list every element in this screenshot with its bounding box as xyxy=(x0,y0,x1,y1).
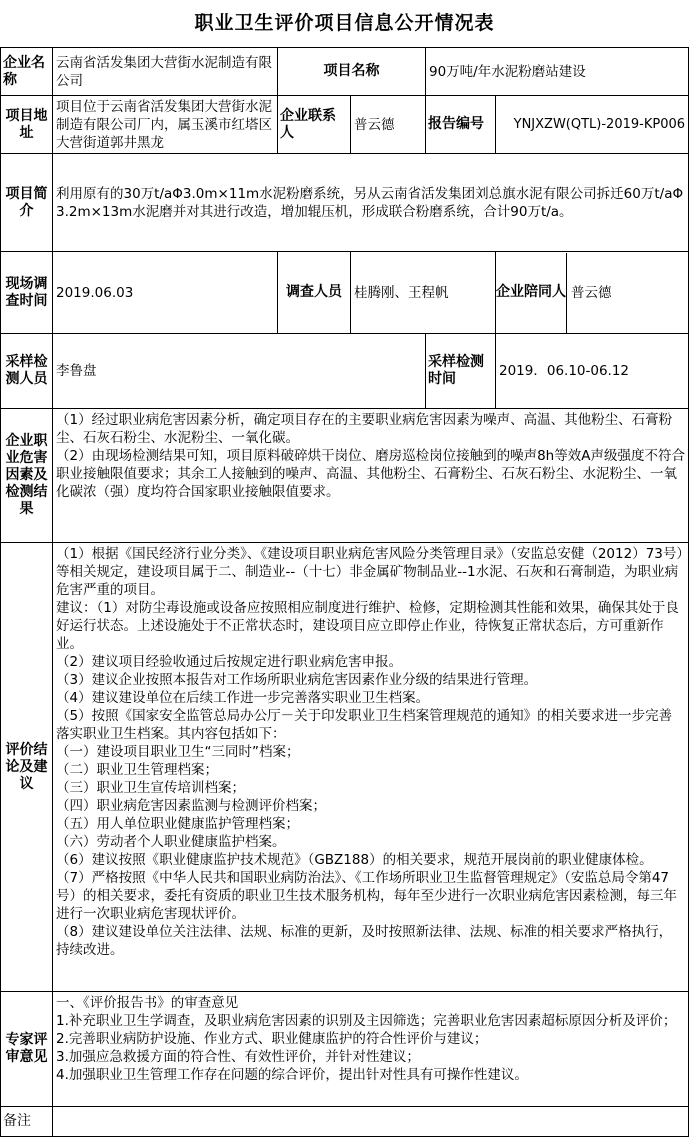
value-company-name: 云南省活发集团大营街水泥制造有限公司 xyxy=(53,48,278,96)
label-report-no: 报告编号 xyxy=(426,96,496,154)
conclusion-paragraph: （8）建议建设单位关注法律、法规、标准的更新，及时按照新法律、法规、标准的相关要求严格执行，持续改进。 xyxy=(56,924,673,958)
value-investigators: 桂腾刚、王程帆 xyxy=(351,252,496,334)
expert-paragraph: 2.完善职业病防护设施、作业方式、职业健康监护的符合性评价与建议； xyxy=(56,1031,488,1047)
label-contact: 企业联系人 xyxy=(278,96,351,154)
value-companion: 普云德 xyxy=(571,284,612,301)
value-summary: 利用原有的30万t/aΦ3.0m×11m水泥粉磨系统，另从云南省活发集团刘总旗水泥有限公司拆迁60万t/aΦ3.2m×13m水泥磨并对其进行改造，增加辊压机，形成联合粉磨系统，合计90万t/a。 xyxy=(53,154,689,252)
value-report-no: YNJXZW(QTL)-2019-KP006 xyxy=(496,96,689,154)
label-investigators: 调查人员 xyxy=(278,252,351,334)
value-conclusion xyxy=(53,543,689,992)
value-project-address: 项目位于云南省活发集团大营街水泥制造有限公司厂内，属玉溪市红塔区大营街道郭井黑龙 xyxy=(53,96,278,154)
value-contact: 普云德 xyxy=(351,96,426,154)
conclusion-paragraph: （2）建议项目经验收通过后按规定进行职业病危害申报。 xyxy=(56,654,403,670)
conclusion-paragraph: （4）建议建设单位在后续工作进一步完善落实职业卫生档案。 xyxy=(56,690,430,706)
label-company-name: 企业名称 xyxy=(1,48,53,96)
label-summary: 项目简介 xyxy=(1,154,53,252)
info-table xyxy=(0,47,689,1137)
value-project-name: 90万吨/年水泥粉磨站建设 xyxy=(426,48,689,96)
label-project-name: 项目名称 xyxy=(278,48,426,96)
conclusion-paragraph: （6）建议按照《职业健康监护技术规范》（GBZ188）的相关要求，规范开展岗前的职业健康体检。 xyxy=(56,852,653,868)
conclusion-paragraph: （1）根据《国民经济行业分类》、《建设项目职业病危害风险分类管理目录》（安监总安健（2012）73号）等相关规定，建设项目属于二、制造业--（十七）非金属矿物制品业--1水泥、石灰和石膏制造，为职业病危害严重的项目。 xyxy=(56,546,684,598)
label-expert: 专家评审意见 xyxy=(1,992,53,1107)
hazards-paragraph: （2）由现场检测结果可知，项目原料破碎烘干岗位、磨房巡检岗位接触到的噪声8h等效A声级强度不符合职业接触限值要求；其余工人接触到的噪声、高温、其他粉尘、石膏粉尘、石灰石粉尘、水泥粉尘、一氧化碳浓（强）度均符合国家职业接触限值要求。 xyxy=(56,448,685,500)
conclusion-paragraph: （五）用人单位职业健康监护管理档案； xyxy=(56,816,299,832)
conclusion-paragraph: 建议：（1）对防尘毒设施或设备应按照相应制度进行维护、检修，定期检测其性能和效果，确保其处于良好运行状态。上述设施处于不正常状态时，建设项目应立即停止作业，待恢复正常状态后，方可重新作业。 xyxy=(56,600,679,652)
label-companion: 企业陪同人 xyxy=(496,253,567,333)
value-expert xyxy=(53,992,689,1107)
label-survey-time: 现场调查时间 xyxy=(1,252,53,334)
conclusion-paragraph: （一）建设项目职业卫生“三同时”档案； xyxy=(56,744,300,760)
conclusion-paragraph: （六）劳动者个人职业健康监护档案。 xyxy=(56,834,286,850)
label-hazards: 企业职业危害因素及检测结果 xyxy=(1,409,53,543)
conclusion-paragraph: （二）职业卫生管理档案； xyxy=(56,762,218,778)
value-sampler: 李鲁盘 xyxy=(53,334,426,409)
expert-paragraph: 一、《评价报告书》的审查意见 xyxy=(56,995,239,1011)
expert-paragraph: 4.加强职业卫生管理工作存在问题的综合评价，提出针对性具有可操作性建议。 xyxy=(56,1067,528,1083)
value-remark xyxy=(53,1107,689,1137)
expert-paragraph: 3.加强应急救援方面的符合性、有效性评价，并针对性建议； xyxy=(56,1049,420,1065)
value-sampling-time: 2019．06.10-06.12 xyxy=(496,334,689,409)
conclusion-paragraph: （7）严格按照《中华人民共和国职业病防治法》、《工作场所职业卫生监督管理规定》（安监总局令第47号）的相关要求，委托有资质的职业卫生技术服务机构，每年至少进行一次职业病危害因素检测，每三年进行一次职业病危害现状评价。 xyxy=(56,870,677,922)
expert-paragraph: 1.补充职业卫生学调查，及职业病危害因素的识别及主因筛选；完善职业危害因素超标原因分析及评价； xyxy=(56,1013,677,1029)
conclusion-paragraph: （3）建议企业按照本报告对工作场所职业病危害因素作业分级的结果进行管理。 xyxy=(56,672,538,688)
value-hazards xyxy=(53,409,689,543)
value-survey-time: 2019.06.03 xyxy=(53,252,278,334)
label-sampler: 采样检测人员 xyxy=(1,334,53,409)
hazards-paragraph: （1）经过职业病危害因素分析，确定项目存在的主要职业病危害因素为噪声、高温、其他粉尘、石膏粉尘、石灰石粉尘、水泥粉尘、一氧化碳。 xyxy=(56,412,673,446)
label-project-address: 项目地址 xyxy=(1,96,53,154)
conclusion-paragraph: （5）按照《国家安全监管总局办公厅－关于印发职业卫生档案管理规范的通知》的相关要求进一步完善落实职业卫生档案。其内容包括如下： xyxy=(56,708,673,742)
conclusion-paragraph: （四）职业病危害因素监测与检测评价档案； xyxy=(56,798,326,814)
label-sampling-time: 采样检测时间 xyxy=(426,334,496,409)
label-conclusion: 评价结论及建议 xyxy=(1,543,53,992)
label-remark: 备注 xyxy=(1,1107,53,1137)
conclusion-paragraph: （三）职业卫生宣传培训档案； xyxy=(56,780,245,796)
page-title: 职业卫生评价项目信息公开情况表 xyxy=(194,12,495,34)
value-companion-group xyxy=(496,252,689,334)
